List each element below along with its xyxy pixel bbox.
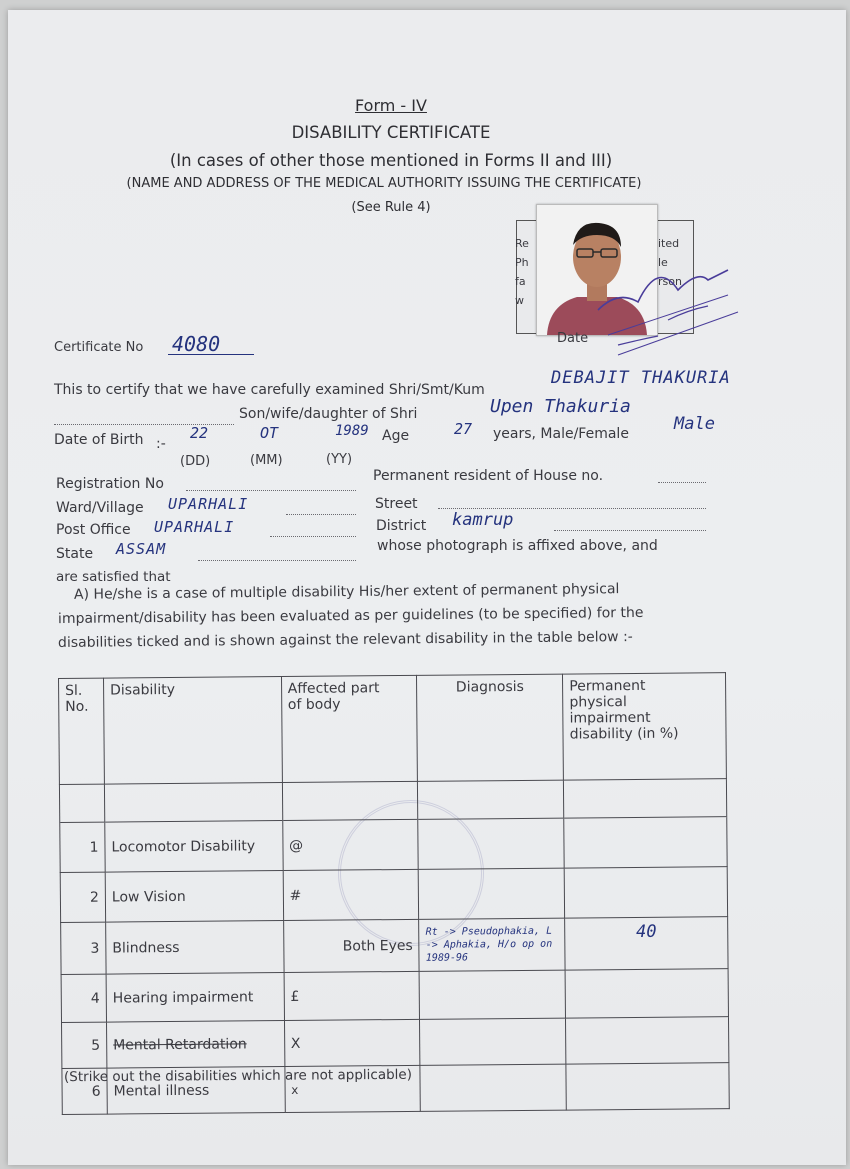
row-no: 4 bbox=[61, 974, 106, 1022]
table-header-row bbox=[59, 673, 727, 785]
registration-label: Registration No bbox=[56, 476, 164, 492]
row-affected-part: Both Eyes bbox=[283, 919, 419, 972]
row-disability: Locomotor Disability bbox=[105, 821, 283, 873]
row-diagnosis bbox=[420, 1064, 566, 1111]
row-no: 2 bbox=[60, 872, 105, 922]
row-affected-part: @ bbox=[282, 819, 418, 870]
photo-frame-text-left: Re Ph fa w bbox=[515, 237, 529, 307]
certificate-subtitle: (In cases of other those mentioned in Forms II and III) bbox=[169, 151, 613, 170]
header-sl-no: Sl. No. bbox=[59, 678, 105, 784]
gender-value: Male bbox=[674, 414, 715, 434]
age-value: 27 bbox=[454, 420, 473, 438]
form-label: Form - IV bbox=[355, 96, 427, 115]
photo-frame-text-right: ited le rson bbox=[658, 237, 682, 288]
dob-day: 22 bbox=[190, 424, 209, 442]
authority-line: (NAME AND ADDRESS OF THE MEDICAL AUTHORITY ISSUING THE CERTIFICATE) bbox=[126, 176, 642, 191]
row-percent bbox=[565, 969, 728, 1018]
dob-month: OT bbox=[260, 424, 279, 442]
table-row bbox=[61, 917, 728, 975]
resident-label: Permanent resident of House no. bbox=[373, 468, 604, 484]
row-percent: 40 bbox=[565, 917, 728, 970]
row-affected-part: x bbox=[285, 1065, 421, 1112]
paragraph-line-1: A) He/she is a case of multiple disability His/her extent of permanent physical bbox=[73, 581, 620, 603]
row-diagnosis bbox=[420, 1018, 566, 1065]
doctor-signature-stamp bbox=[578, 240, 758, 370]
ward-label: Ward/Village bbox=[56, 500, 144, 516]
row-no: 3 bbox=[61, 922, 106, 974]
mm-label: (MM) bbox=[250, 453, 283, 468]
certificate-number: 4080 bbox=[172, 332, 221, 356]
header-affected-part: Affected part of body bbox=[281, 675, 418, 782]
dob-label: Date of Birth bbox=[54, 432, 144, 448]
registration-line bbox=[186, 486, 356, 491]
row-percent bbox=[566, 1063, 729, 1110]
header-permanent-impairment: Permanent physical impairment disability (in %) bbox=[563, 673, 727, 780]
post-office-value: UPARHALI bbox=[154, 518, 235, 536]
state-label: State bbox=[56, 546, 94, 562]
gender-label: years, Male/Female bbox=[493, 426, 629, 442]
header-diagnosis: Diagnosis bbox=[417, 674, 564, 781]
relation-label: Son/wife/daughter of Shri bbox=[239, 406, 418, 422]
ward-line bbox=[286, 510, 356, 515]
resident-line bbox=[658, 478, 706, 483]
certificate-title: DISABILITY CERTIFICATE bbox=[291, 123, 491, 142]
row-affected-part: # bbox=[283, 869, 419, 920]
row-diagnosis bbox=[418, 818, 564, 869]
table-row bbox=[59, 779, 726, 823]
rule-reference: (See Rule 4) bbox=[351, 200, 431, 215]
dob-year: 1989 bbox=[335, 423, 369, 439]
header-disability: Disability bbox=[103, 677, 282, 785]
row-affected-part: X bbox=[284, 1019, 420, 1066]
row-no: 6 bbox=[62, 1068, 107, 1114]
row-percent bbox=[564, 817, 727, 868]
row-affected-part: £ bbox=[284, 971, 420, 1020]
dd-label: (DD) bbox=[180, 454, 211, 469]
row-diagnosis bbox=[419, 970, 565, 1019]
district-value: kamrup bbox=[452, 510, 514, 530]
footnote: (Strike out the disabilities which are not applicable) bbox=[63, 1066, 413, 1086]
row-diagnosis: Rt -> Pseudophakia, L -> Aphakia, H/o op on 1989-96 bbox=[419, 918, 565, 971]
row-disability: Mental Retardation bbox=[106, 1021, 284, 1069]
age-label: Age bbox=[382, 428, 410, 444]
district-label: District bbox=[376, 518, 427, 534]
row-disability: Blindness bbox=[106, 921, 284, 975]
state-value: ASSAM bbox=[116, 540, 167, 558]
row-disability: Mental illness bbox=[107, 1067, 285, 1115]
yy-label: (YY) bbox=[326, 452, 353, 467]
row-percent bbox=[566, 1017, 729, 1064]
dob-colon: :- bbox=[156, 436, 166, 452]
certificate-no-label: Certificate No bbox=[54, 340, 144, 355]
photo-affixed-text: whose photograph is affixed above, and bbox=[377, 538, 658, 554]
row-no: 1 bbox=[60, 822, 105, 872]
row-diagnosis bbox=[419, 868, 565, 919]
paragraph-line-2: impairment/disability has been evaluated as per guidelines (to be specified) for the bbox=[57, 604, 644, 628]
post-office-label: Post Office bbox=[56, 522, 131, 538]
row-disability: Hearing impairment bbox=[106, 973, 284, 1023]
father-name: Upen Thakuria bbox=[490, 396, 631, 417]
row-no: 5 bbox=[62, 1022, 107, 1068]
disability-table bbox=[58, 672, 730, 1115]
street-line bbox=[438, 504, 706, 509]
row-percent bbox=[564, 867, 727, 918]
certificate-number-underline bbox=[168, 354, 254, 355]
certify-text: This to certify that we have carefully examined Shri/Smt/Kum bbox=[54, 382, 485, 398]
patient-name: DEBAJIT THAKURIA bbox=[551, 368, 731, 388]
street-label: Street bbox=[375, 496, 418, 512]
table-row bbox=[61, 969, 728, 1023]
district-line bbox=[554, 526, 706, 531]
table-row bbox=[60, 817, 727, 873]
date-label: Date bbox=[557, 331, 589, 346]
ward-value: UPARHALI bbox=[168, 495, 249, 513]
post-office-line bbox=[270, 532, 356, 537]
certificate-page bbox=[8, 10, 846, 1165]
table-row bbox=[60, 867, 727, 923]
state-line bbox=[198, 556, 356, 561]
satisfied-text: are satisfied that bbox=[56, 569, 171, 585]
row-disability: Low Vision bbox=[105, 871, 283, 923]
table-row bbox=[62, 1017, 729, 1069]
paragraph-line-3: disabilities ticked and is shown against the relevant disability in the table below :- bbox=[57, 628, 633, 652]
